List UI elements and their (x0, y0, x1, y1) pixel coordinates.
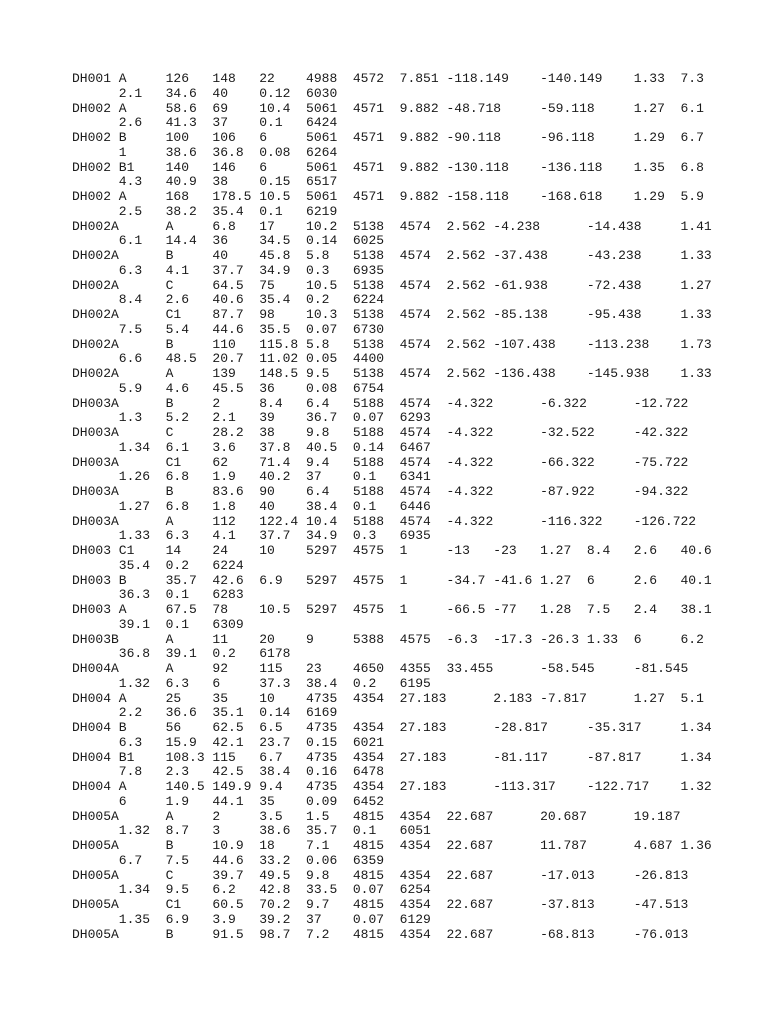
text-line: DH003 A 67.5 78 10.5 5297 4575 1 -66.5 -77 1.28 7.5 2.4 38.1 (72, 602, 712, 617)
text-line: DH005A A 2 3.5 1.5 4815 4354 22.687 20.687 19.187 (72, 808, 681, 824)
text-line: 6.3 15.9 42.1 23.7 0.15 6021 (72, 734, 385, 750)
text-line: 5.9 4.6 45.5 36 0.08 6754 (72, 380, 385, 396)
text-line: DH003 B 35.7 42.6 6.9 5297 4575 1 -34.7 -41.6 1.27 6 2.6 40.1 (72, 572, 712, 588)
text-line: DH001 A 126 148 22 4988 4572 7.851 -118.149 -140.149 1.33 7.3 (72, 71, 704, 86)
text-line: DH004 B 56 62.5 6.5 4735 4354 27.183 -28.817 -35.317 1.34 (72, 720, 712, 735)
text-line: DH002A A 6.8 17 10.2 5138 4574 2.562 -4.238 -14.438 1.41 (72, 218, 712, 234)
text-line: DH002 A 168 178.5 10.5 5061 4571 9.882 -158.118 -168.618 1.29 5.9 (72, 189, 704, 204)
text-line: DH003A B 2 8.4 6.4 5188 4574 -4.322 -6.322 -12.722 (72, 395, 689, 411)
text-line: DH002A B 40 45.8 5.8 5138 4574 2.562 -37.438 -43.238 1.33 (72, 248, 712, 263)
text-line: 1.26 6.8 1.9 40.2 37 0.1 6341 (72, 469, 431, 485)
text-line: 6.7 7.5 44.6 33.2 0.06 6359 (72, 852, 385, 868)
text-line: 7.5 5.4 44.6 35.5 0.07 6730 (72, 321, 385, 337)
text-line: DH005A B 91.5 98.7 7.2 4815 4354 22.687 -68.813 -76.013 (72, 926, 689, 942)
text-line: DH004 A 140.5 149.9 9.4 4735 4354 27.183 -113.317 -122.717 1.32 (72, 779, 712, 794)
text-line: 1.35 6.9 3.9 39.2 37 0.07 6129 (72, 911, 431, 927)
document-text (72, 72, 712, 942)
text-line: DH002 B1 140 146 6 5061 4571 9.882 -130.118 -136.118 1.35 6.8 (72, 159, 704, 175)
text-line: 1.3 5.2 2.1 39 36.7 0.07 6293 (72, 410, 431, 426)
text-line: 6.3 4.1 37.7 34.9 0.3 6935 (72, 262, 385, 278)
text-line: 4.3 40.9 38 0.15 6517 (72, 174, 338, 190)
text-line: DH005A C 39.7 49.5 9.8 4815 4354 22.687 -17.013 -26.813 (72, 867, 689, 883)
text-line: DH002A C 64.5 75 10.5 5138 4574 2.562 -61.938 -72.438 1.27 (72, 277, 712, 293)
text-line: 6.1 14.4 36 34.5 0.14 6025 (72, 233, 385, 249)
text-line: 6.6 48.5 20.7 11.02 0.05 4400 (72, 351, 385, 367)
text-line: DH004 A 25 35 10 4735 4354 27.183 2.183 -7.817 1.27 5.1 (72, 690, 704, 706)
text-line: DH002 A 58.6 69 10.4 5061 4571 9.882 -48.718 -59.118 1.27 6.1 (72, 100, 704, 116)
text-line: DH004A A 92 115 23 4650 4355 33.455 -58.545 -81.545 (72, 661, 689, 676)
text-line: 8.4 2.6 40.6 35.4 0.2 6224 (72, 292, 385, 308)
text-line: 2.5 38.2 35.4 0.1 6219 (72, 203, 338, 219)
text-line: 35.4 0.2 6224 (72, 557, 244, 573)
text-line: 1.27 6.8 1.8 40 38.4 0.1 6446 (72, 498, 431, 514)
text-line: DH004 B1 108.3 115 6.7 4735 4354 27.183 -81.117 -87.817 1.34 (72, 749, 712, 765)
text-line: 1.32 6.3 6 37.3 38.4 0.2 6195 (72, 675, 431, 691)
text-line: 2.1 34.6 40 0.12 6030 (72, 85, 338, 101)
text-line: 36.3 0.1 6283 (72, 587, 244, 603)
text-line: 39.1 0.1 6309 (72, 616, 244, 632)
text-line: 1.32 8.7 3 38.6 35.7 0.1 6051 (72, 823, 431, 839)
text-line: DH003A C 28.2 38 9.8 5188 4574 -4.322 -32.522 -42.322 (72, 425, 689, 440)
text-line: 2.2 36.6 35.1 0.14 6169 (72, 705, 338, 721)
text-line: DH003A B 83.6 90 6.4 5188 4574 -4.322 -87.922 -94.322 (72, 484, 689, 499)
text-line: 2.6 41.3 37 0.1 6424 (72, 115, 338, 131)
text-line: DH003 C1 14 24 10 5297 4575 1 -13 -23 1.27 8.4 2.6 40.6 (72, 543, 712, 558)
text-line: DH003A C1 62 71.4 9.4 5188 4574 -4.322 -66.322 -75.722 (72, 454, 689, 470)
text-line: DH003B A 11 20 9 5388 4575 -6.3 -17.3 -26.3 1.33 6 6.2 (72, 631, 704, 647)
text-line: 1.34 9.5 6.2 42.8 33.5 0.07 6254 (72, 882, 431, 898)
text-line: 7.8 2.3 42.5 38.4 0.16 6478 (72, 764, 385, 780)
text-line: 6 1.9 44.1 35 0.09 6452 (72, 793, 385, 809)
text-line: DH005A B 10.9 18 7.1 4815 4354 22.687 11.787 4.687 1.36 (72, 838, 712, 853)
text-line: DH002A C1 87.7 98 10.3 5138 4574 2.562 -85.138 -95.438 1.33 (72, 307, 712, 322)
text-line: 36.8 39.1 0.2 6178 (72, 646, 291, 662)
text-line: DH005A C1 60.5 70.2 9.7 4815 4354 22.687 -37.813 -47.513 (72, 897, 689, 912)
text-line: 1.34 6.1 3.6 37.8 40.5 0.14 6467 (72, 439, 431, 455)
text-line: 1.33 6.3 4.1 37.7 34.9 0.3 6935 (72, 528, 431, 544)
text-line: 1 38.6 36.8 0.08 6264 (72, 144, 338, 160)
text-line: DH003A A 112 122.4 10.4 5188 4574 -4.322 -116.322 -126.722 (72, 513, 697, 529)
text-line: DH002A B 110 115.8 5.8 5138 4574 2.562 -107.438 -113.238 1.73 (72, 336, 712, 352)
text-line: DH002A A 139 148.5 9.5 5138 4574 2.562 -136.438 -145.938 1.33 (72, 366, 712, 381)
text-line: DH002 B 100 106 6 5061 4571 9.882 -90.118 -96.118 1.29 6.7 (72, 130, 704, 145)
